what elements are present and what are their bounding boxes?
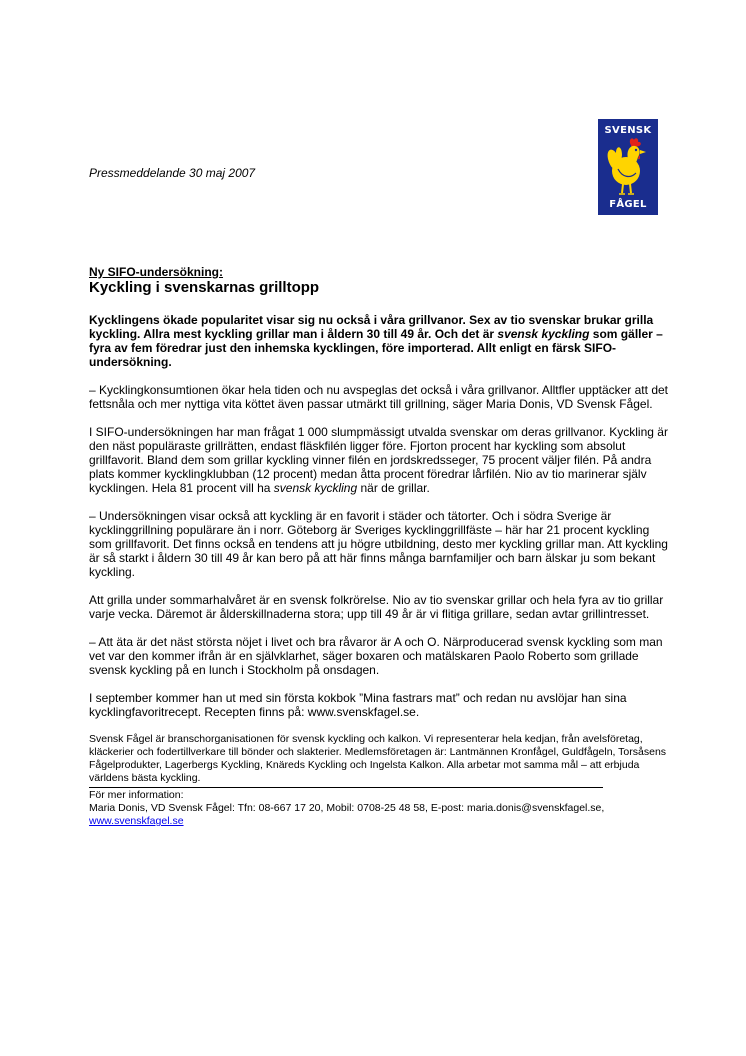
chicken-icon [604,137,652,197]
paragraph-1: – Kycklingkonsumtionen ökar hela tiden och nu avspeglas det också i våra grillvanor. Alltfler upptäcker att det fettsnåla och mer nyttiga vita köttet även passar utmärkt till grillning, säger Maria Donis, VD Svensk Fågel. [89,383,668,411]
contact-line: Maria Donis, VD Svensk Fågel: Tfn: 08-667 17 20, Mobil: 0708-25 48 58, E-post: maria.donis@svenskfagel.se, [89,802,605,814]
paragraph-2-emphasis: svensk kyckling [273,481,358,495]
logo-top-text: SVENSK [604,125,652,136]
paragraph-2-text-a: I SIFO-undersökningen har man frågat 1 000 slumpmässigt utvalda svenskar om deras grillvanor. Kyckling är den näst populäraste grillrätten, endast fläskfilén ligger före. Fjorton procent har kyckling som absolut grillfavorit. Bland dem som grillar kyckling vinner filén en jordskredsseger, 75 procent väljer filén. På andra plats kommer kycklingklubban (12 procent) medan åtta procent föredrar lårfilén. Nio av tio marinerar själv kycklingen. Hela 81 procent vill ha [89,425,668,495]
lead-emphasis: svensk kyckling [497,327,590,341]
article-body [89,265,669,828]
paragraph-2 [89,425,669,495]
svensk-fagel-logo [598,119,658,215]
paragraph-2-text-b: när de grillar. [357,481,430,495]
contact-label: För mer information: [89,789,184,801]
headline: Kyckling i svenskarnas grilltopp [89,279,320,296]
lead-text-b: som gäller – fyra av fem föredrar just den inhemska kycklingen, före importerad. Allt enligt en färsk SIFO-undersökning. [89,327,663,369]
paragraph-3: – Undersökningen visar också att kyckling är en favorit i städer och tätorter. Och i södra Sverige är kycklinggrillning populärare än i norr. Göteborg är Sveriges kycklinggrillfäste – här har 21 procent kyckling som grillfavorit. Det finns också en tendens att ju högre utbildning, desto mer kyckling grillar man. Att kyckling är så starkt i åldern 30 till 49 år kan bero på att här finns många barnfamiljer och barn älskar ju som bekant kyckling. [89,509,668,579]
website-link[interactable]: www.svenskfagel.se [89,815,184,827]
paragraph-4: Att grilla under sommarhalvåret är en svensk folkrörelse. Nio av tio svenskar grillar och hela fyra av tio grillar varje vecka. Däremot är ålderskillnaderna stora; upp till 49 år är vi flitiga grillare, sedan avtar grillintresset. [89,593,664,621]
paragraph-6: I september kommer han ut med sin första kokbok ”Mina fastrars mat” och redan nu avslöjar han sina kycklingfavoritrecept. Recepten finns på: www.svenskfagel.se. [89,691,627,719]
lead-paragraph [89,313,669,369]
logo-bottom-text: FÅGEL [609,199,647,210]
dateline: Pressmeddelande 30 maj 2007 [89,166,256,180]
paragraph-5: – Att äta är det näst största nöjet i livet och bra råvaror är A och O. Närproducerad svensk kyckling som man vet var den kommer ifrån är en självklarhet, säger boxaren och matälskaren Paolo Roberto som grillade svensk kyckling på en lunch i Stockholm på onsdagen. [89,635,663,677]
contact-link-row [89,815,669,828]
about-organisation: Svensk Fågel är branschorganisationen för svensk kyckling och kalkon. Vi representerar hela kedjan, från avelsföretag, kläckerier och fodertillverkare till bönder och slakterier. Medlemsföretagen är: Lantmännen Kronfågel, Guldfågeln, Torsåsens Fågelprodukter, Lagerbergs Kyckling, Knäreds Kyckling och Ingelsta Kalkon. Alla arbetar mot samma mål – att erbjuda världens bästa kyckling. [89,733,667,784]
lead-text-a: Kycklingens ökade popularitet visar sig nu också i våra grillvanor. Sex av tio svenskar brukar grilla kyckling. Allra mest kyckling grillar man i åldern 30 till 49 år. Och det är [89,313,654,341]
kicker: Ny SIFO-undersökning: [89,265,224,279]
